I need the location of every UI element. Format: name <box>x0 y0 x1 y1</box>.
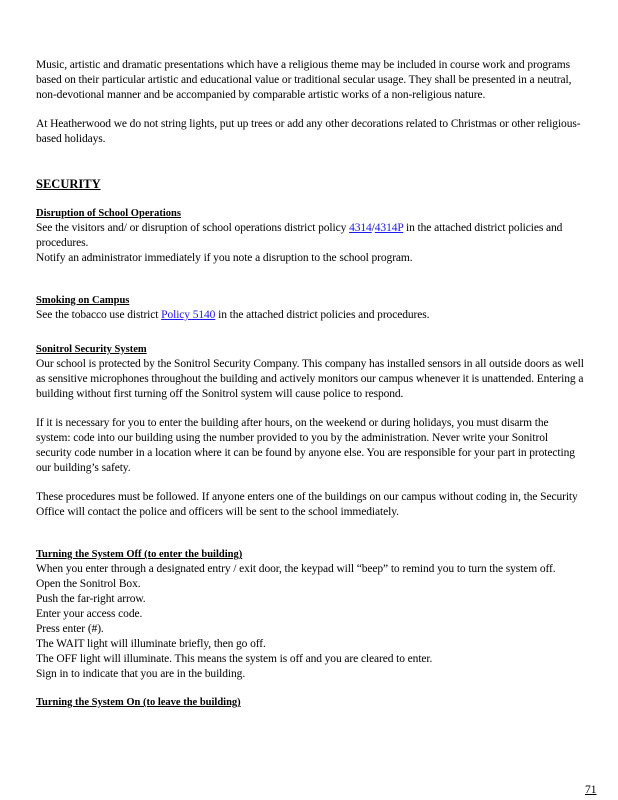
turn-off-step: When you enter through a designated entry / exit door, the keypad will “beep” to remind you to turn the system off. <box>36 563 556 575</box>
turn-off-step: Open the Sonitrol Box. <box>36 578 141 590</box>
turn-off-step: The OFF light will illuminate. This means the system is off and you are cleared to enter. <box>36 653 433 665</box>
heading-smoking: Smoking on Campus <box>36 295 130 306</box>
notify-admin-line: Notify an administrator immediately if you note a disruption to the school program. <box>36 252 413 264</box>
sonitrol-paragraph-2: If it is necessary for you to enter the building after hours, on the weekend or during holidays, you must disarm the system: code into our building using the number provided to you by the administration. Never write your Sonitrol security code number in a location where it can be found by anyone else. You are responsible for your part in protecting our building’s safety. <box>36 417 575 474</box>
smoking-text-before: See the tobacco use district <box>36 309 162 321</box>
holiday-decorations-paragraph: At Heatherwood we do not string lights, put up trees or add any other decorations related to Christmas or other religious-based holidays. <box>36 118 581 145</box>
heading-turn-on: Turning the System On (to leave the building) <box>36 697 241 708</box>
sonitrol-paragraph-1: Our school is protected by the Sonitrol Security Company. This company has installed sensors in all outside doors as well as sensitive microphones throughout the building and actively monitors our campus whenever it is unattended. Entering a building without first turning off the Sonitrol system will cause police to respond. <box>36 358 584 400</box>
turn-off-step: Sign in to indicate that you are in the building. <box>36 668 246 680</box>
turn-off-step: Press enter (#). <box>36 623 104 635</box>
document-page <box>36 58 584 710</box>
disruption-paragraph <box>36 221 584 251</box>
disruption-text-after: in the attached district policies and procedures. <box>36 222 563 249</box>
disruption-text-before: See the visitors and/ or disruption of school operations district policy <box>36 222 350 234</box>
policy-4314p-link[interactable]: 4314P <box>374 222 404 234</box>
smoking-paragraph <box>36 308 584 323</box>
page-number: 71 <box>585 784 597 796</box>
policy-4314-link[interactable]: 4314 <box>349 222 372 234</box>
turn-off-step: Enter your access code. <box>36 608 143 620</box>
heading-turn-off: Turning the System Off (to enter the building) <box>36 549 243 560</box>
smoking-text-after: in the attached district policies and procedures. <box>215 309 430 321</box>
turn-off-step: The WAIT light will illuminate briefly, then go off. <box>36 638 266 650</box>
section-title-security: SECURITY <box>36 177 101 191</box>
link-separator: / <box>371 222 375 234</box>
sonitrol-paragraph-3: These procedures must be followed. If anyone enters one of the buildings on our campus without coding in, the Security Office will contact the police and officers will be sent to the school immediately. <box>36 491 578 518</box>
heading-sonitrol: Sonitrol Security System <box>36 344 147 355</box>
turn-off-step: Push the far-right arrow. <box>36 593 146 605</box>
heading-disruption: Disruption of School Operations <box>36 208 181 219</box>
policy-5140-link[interactable]: Policy 5140 <box>161 309 216 321</box>
music-policy-paragraph: Music, artistic and dramatic presentations which have a religious theme may be included in course work and programs based on their particular artistic and educational value or traditional secular usage. They shall be presented in a neutral, non-devotional manner and be accompanied by comparable artistic works of a non-religious nature. <box>36 59 572 101</box>
